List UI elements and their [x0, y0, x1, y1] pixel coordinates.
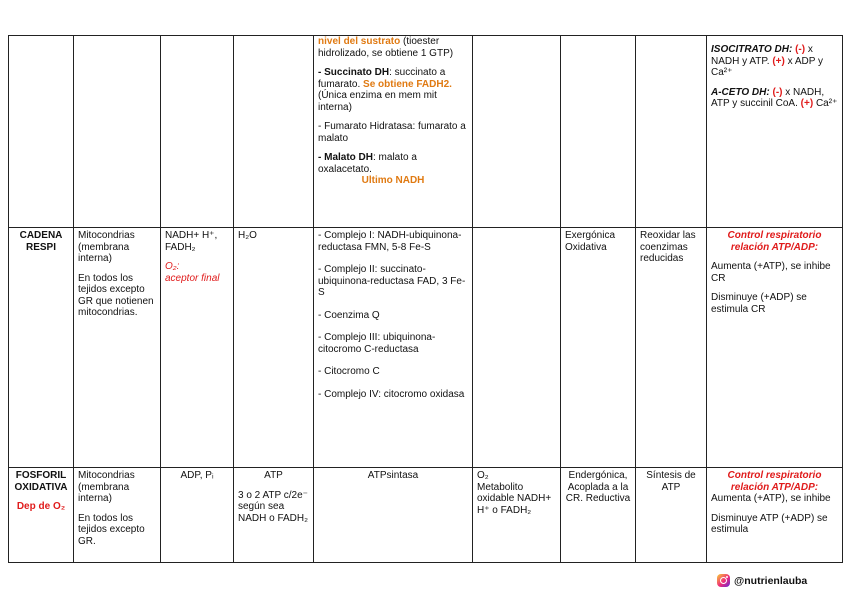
- o2-role: aceptor final: [165, 272, 220, 284]
- fosfo-metabolite-cell: O₂ Metabolito oxidable NADH+ H⁺ o FADH₂: [473, 468, 561, 563]
- fosfo-product-cell: ATP 3 o 2 ATP c/2e⁻ según sea NADH o FADH₂: [234, 468, 314, 563]
- o2-label: O₂:: [165, 261, 180, 272]
- complex-item: - Complejo III: ubiquinona-citocromo C-reductasa: [318, 332, 436, 355]
- krebs-col7-cell: [636, 36, 707, 228]
- krebs-product-cell: [234, 36, 314, 228]
- cadena-complexes-cell: [314, 228, 473, 468]
- nivel-sustrato-text: nivel del sustrato: [318, 36, 401, 47]
- fosfo-enzyme-cell: ATPsintasa: [314, 468, 473, 563]
- cadena-energetics-cell: Exergónica Oxidativa: [561, 228, 636, 468]
- krebs-col5-cell: [473, 36, 561, 228]
- krebs-row: [9, 36, 843, 228]
- cadena-function-cell: Reoxidar las coenzimas reducidas: [636, 228, 707, 468]
- krebs-substrate-cell: [161, 36, 234, 228]
- cadena-row: [9, 228, 843, 468]
- isocitrato-regulation: ISOCITRATO DH: (-) x NADH y ATP. (+) x ADP y Ca²⁺: [711, 44, 823, 78]
- instagram-icon: [717, 574, 730, 587]
- cadena-substrate-cell: NADH+ H⁺, FADH₂ O₂: aceptor final: [161, 228, 234, 468]
- krebs-location-cell: [74, 36, 161, 228]
- fosfo-substrate-cell: ADP, Pᵢ: [161, 468, 234, 563]
- cadena-label: CADENA RESPI: [9, 228, 74, 468]
- dep-o2-text: Dep de O₂: [16, 501, 66, 512]
- krebs-steps-cell: nivel del sustrato (tioester hidrolizado, se obtiene 1 GTP) - Succinato DH: succinato a fumarato. Se obtiene FADH2. (Única enzima en mem mit interna) - Fumarato Hidratasa: fumarato a malato - Malato DH: malato a oxalacetato. Ultimo NADH: [314, 36, 473, 228]
- handle-text: @nutrienlauba: [734, 574, 808, 587]
- fosfo-energetics-cell: Endergónica, Acoplada a la CR. Reductiva: [561, 468, 636, 563]
- cadena-location-cell: Mitocondrias (membrana interna) En todos los tejidos excepto GR que notienen mitocondrias.: [74, 228, 161, 468]
- fosfo-control-cell: Control respiratorio relación ATP/ADP: Aumenta (+ATP), se inhibe Disminuye ATP (+ADP) se estimula: [707, 468, 843, 563]
- complex-item: - Complejo I: NADH-ubiquinona-reductasa FMN, 5-8 Fe-S: [318, 230, 462, 253]
- complex-item: - Complejo II: succinato-ubiquinona-reductasa FAD, 3 Fe-S: [318, 264, 466, 298]
- malato-dh-step: - Malato DH: malato a oxalacetato.: [318, 152, 417, 175]
- complex-item: - Coenzima Q: [318, 309, 380, 321]
- fosfo-location-cell: Mitocondrias (membrana interna) En todos los tejidos excepto GR.: [74, 468, 161, 563]
- footer-handle: [717, 574, 807, 587]
- fosfo-function-cell: Síntesis de ATP: [636, 468, 707, 563]
- complex-item: - Complejo IV: citocromo oxidasa: [318, 388, 465, 400]
- fosfo-label-cell: FOSFORIL OXIDATIVA Dep de O₂: [9, 468, 74, 563]
- control-title: Control respiratorio relación ATP/ADP:: [727, 230, 822, 253]
- metabolism-table: [8, 35, 843, 563]
- krebs-col6-cell: [561, 36, 636, 228]
- ultimo-nadh-text: Ultimo NADH: [361, 175, 425, 186]
- succinato-dh-step: - Succinato DH: succinato a fumarato. Se obtiene FADH2. (Única enzima en mem mit interna): [318, 67, 452, 113]
- krebs-regulation-cell: [707, 36, 843, 228]
- aceto-regulation: A-CETO DH: (-) x NADH, ATP y succinil CoA. (+) Ca²⁺: [711, 86, 838, 109]
- cadena-control-cell: Control respiratorio relación ATP/ADP: Aumenta (+ATP), se inhibe CR Disminuye (+ADP) se estimula CR: [707, 228, 843, 468]
- cadena-product-cell: H₂O: [234, 228, 314, 468]
- fosfo-row: [9, 468, 843, 563]
- complex-item: - Citocromo C: [318, 366, 380, 377]
- fumarato-step: - Fumarato Hidratasa: fumarato a malato: [318, 121, 466, 144]
- krebs-label-cell: [9, 36, 74, 228]
- control-title: Control respiratorio relación ATP/ADP:: [727, 470, 822, 493]
- cadena-col5-cell: [473, 228, 561, 468]
